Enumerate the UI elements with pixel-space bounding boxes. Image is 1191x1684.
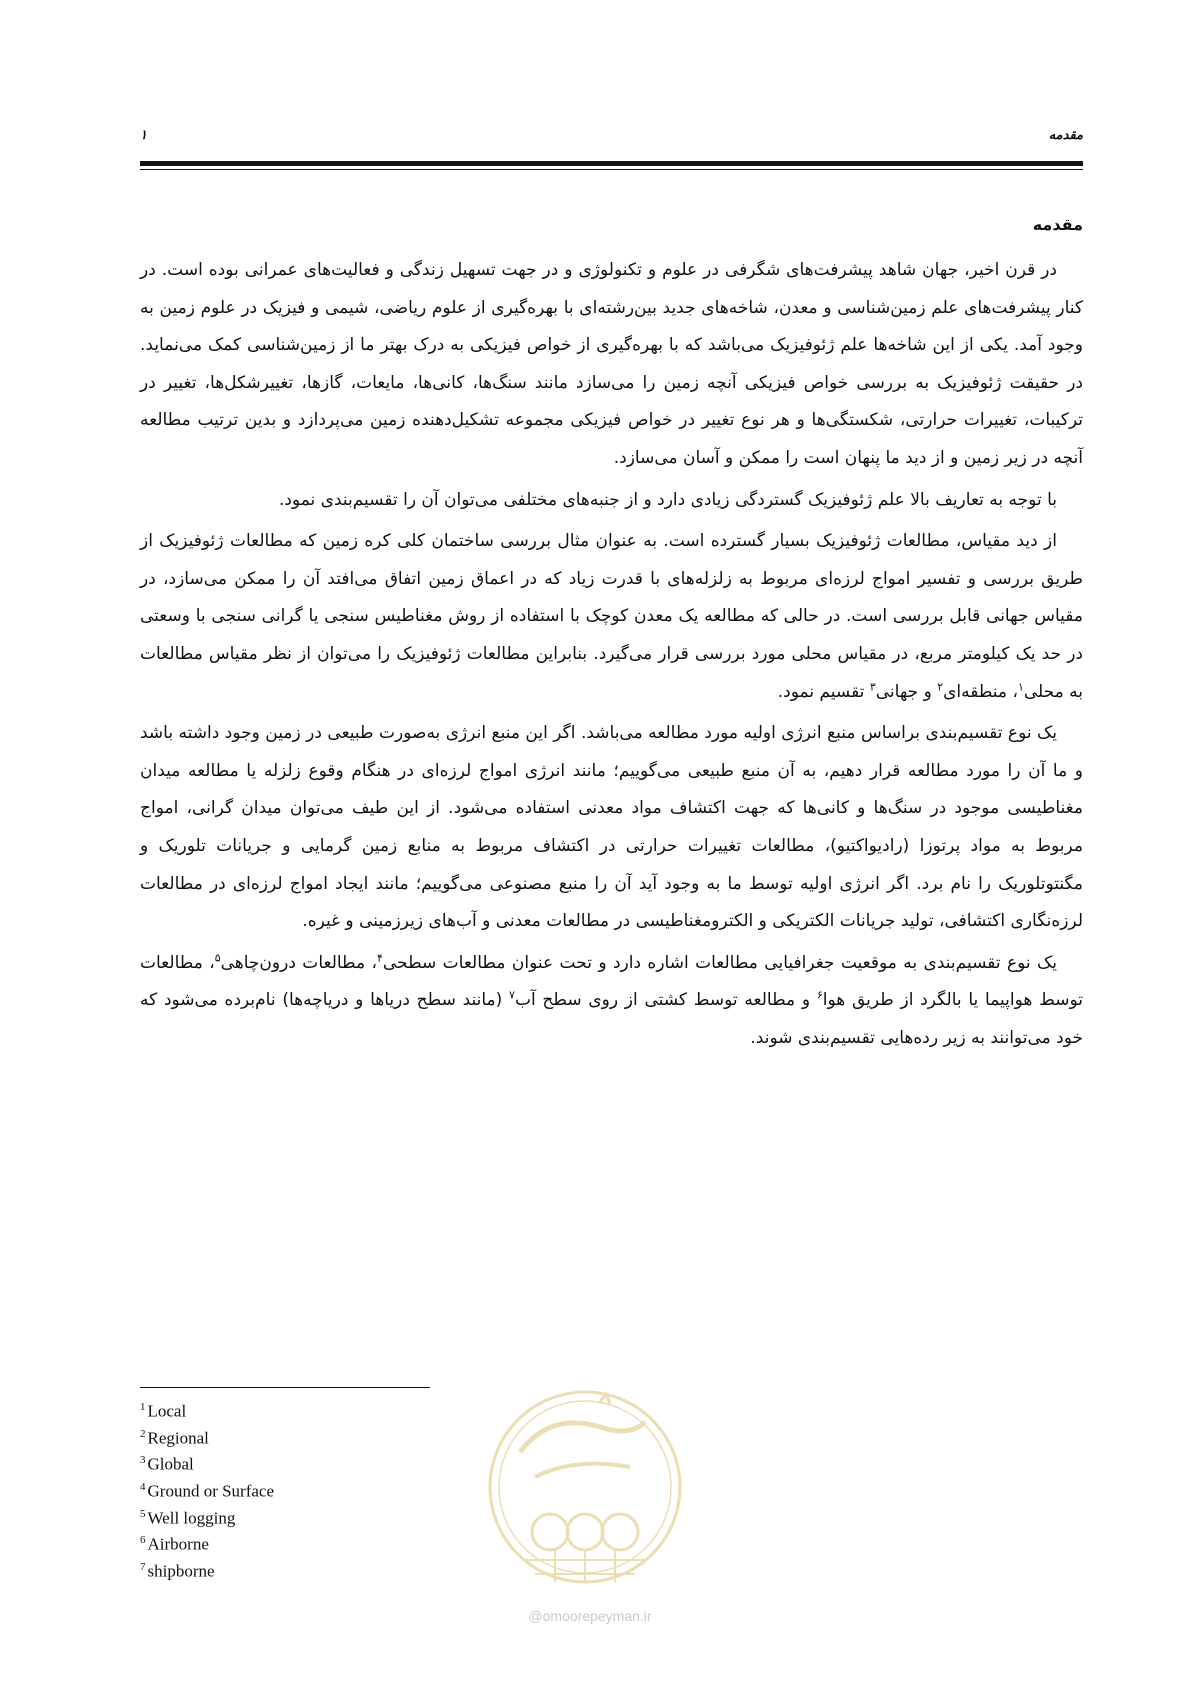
paragraph-5-text-d: و مطالعه توسط کشتی از روی سطح آب xyxy=(514,990,817,1011)
page-number: ۱ xyxy=(140,128,147,143)
paragraph-5-text-c: ، مطالعات توسط هواپیما یا بالگرد از طریق هوا xyxy=(140,952,1083,1011)
footnote-number: 3 xyxy=(140,1454,146,1467)
footnote-number: 6 xyxy=(140,1534,146,1547)
footnote-ref-3: ۳ xyxy=(869,679,876,693)
watermark-url: @omoorepeyman.ir xyxy=(528,1608,652,1624)
main-content xyxy=(140,210,1083,1061)
header-rule-thin xyxy=(140,169,1083,170)
watermark-logo xyxy=(480,1382,690,1612)
footnote-ref-2: ۲ xyxy=(937,679,944,693)
footnote-separator xyxy=(140,1387,430,1388)
footnote-text: Ground or Surface xyxy=(147,1481,275,1501)
footnote-number: 7 xyxy=(140,1560,146,1573)
paragraph-5-text-a: یک نوع تقسیم‌بندی به موقعیت جغرافیایی مطالعات اشاره دارد و تحت عنوان مطالعات سطحی xyxy=(382,952,1057,973)
footnote-text: Well logging xyxy=(147,1508,236,1528)
paragraph-5 xyxy=(140,945,1083,1058)
footnote-number: 5 xyxy=(140,1507,146,1520)
paragraph-3-text-c: و جهانی xyxy=(875,681,938,702)
footnote-text: Regional xyxy=(147,1428,209,1448)
paragraph-3-text-a: از دید مقیاس، مطالعات ژئوفیزیک بسیار گسترده است. به عنوان مثال بررسی ساختمان کلی کره زمین که مطالعات ژئوفیزیک از طریق بررسی و تفسیر امواج لرزه‌ای مربوط به زلزله‌های با قدرت زیاد که در اعماق زمین اتفاق می‌افتد آن را ممکن می‌سازد، در مقیاس جهانی قابل بررسی است. در حالی که مطالعه یک معدن کوچک با استفاده از روش مغناطیس سنجی یا گرانی سنجی با وسعتی در حد یک کیلومتر مربع، در مقیاس محلی مورد بررسی قرار می‌گیرد. بنابراین مطالعات ژئوفیزیک را می‌توان از نظر مقیاس مطالعات به محلی xyxy=(140,531,1083,702)
running-header-title: مقدمه xyxy=(1048,128,1083,143)
header-rule-thick xyxy=(140,161,1083,166)
paragraph-5-text-e: (مانند سطح دریاها و دریاچه‌ها) نام‌برده می‌شود که خود می‌توانند به زیر رده‌هایی تقسیم‌بندی شوند. xyxy=(140,990,1083,1048)
paragraph-3 xyxy=(140,523,1083,711)
paragraph-3-text-d: تقسیم نمود. xyxy=(777,681,870,702)
paragraph-3-text-b: ، منطقه‌ای xyxy=(943,681,1018,702)
footnote-number: 4 xyxy=(140,1480,146,1493)
paragraph-2: با توجه به تعاریف بالا علم ژئوفیزیک گستردگی زیادی دارد و از جنبه‌های مختلفی می‌توان آن را تقسیم‌بندی نمود. xyxy=(278,489,1057,510)
section-heading: مقدمه xyxy=(1032,215,1083,234)
footnote-text: shipborne xyxy=(147,1561,215,1581)
footnote-text: Local xyxy=(147,1401,187,1421)
paragraph-4: یک نوع تقسیم‌بندی براساس منبع انرژی اولیه مورد مطالعه می‌باشد. اگر این منبع انرژی به‌صورت طبیعی در زمین وجود داشته باشد و ما آن را مورد مطالعه قرار دهیم، به آن منبع طبیعی می‌گوییم؛ مانند انرژی امواج لرزه‌ای در هنگام وقوع زلزله یا مطالعه میدان مغناطیسی موجود در سنگ‌ها و کانی‌ها که جهت اکتشاف مواد معدنی استفاده می‌شود. از این طیف می‌توان میدان گرانی، امواج مربوط به مواد پرتوزا (رادیواکتیو)، مطالعات تغییرات حرارتی در اکتشاف مربوط به منابع زمین گرمایی و جریانات تلوریک و مگنتوتلوریک را نام برد. اگر انرژی اولیه توسط ما به وجود آید آن را منبع مصنوعی می‌گوییم؛ مانند ایجاد امواج لرزه‌ای در مطالعات لرزه‌نگاری اکتشافی، تولید جریانات الکتریکی و الکترومغناطیسی در مطالعات معدنی و آب‌های زیرزمینی و غیره. xyxy=(140,723,1083,932)
footnote-ref-6: ۶ xyxy=(816,988,823,1002)
footnote-text: Airborne xyxy=(147,1534,209,1554)
footnote-ref-7: ۷ xyxy=(509,988,515,1002)
footnote-text: Global xyxy=(147,1454,194,1474)
footnote-ref-5: ۵ xyxy=(214,951,221,965)
watermark-emblem-icon xyxy=(480,1382,690,1612)
footnote-number: 1 xyxy=(140,1401,146,1413)
paragraph-1: در قرن اخیر، جهان شاهد پیشرفت‌های شگرفی در علوم و تکنولوژی و در جهت تسهیل زندگی و فعالیت‌های عمرانی بوده است. در کنار پیشرفت‌های علم زمین‌شناسی و معدن، شاخه‌های جدید بین‌رشته‌ای با بهره‌گیری از علوم ریاضی، شیمی و فیزیک در علوم زمین به وجود آمد. یکی از این شاخه‌ها علم ژئوفیزیک می‌باشد که با بهره‌گیری از خواص فیزیکی به درک بهتر ما از زمین‌شناسی کمک می‌نماید. در حقیقت ژئوفیزیک به بررسی خواص فیزیکی آنچه زمین را می‌سازد مانند سنگ‌ها، کانی‌ها، مایعات، گازها، تغییرشکل‌ها، تغییر در ترکیبات، تغییرات حرارتی، شکستگی‌ها و هر نوع تغییر در خواص فیزیکی مجموعه تشکیل‌دهنده زمین می‌پردازد و بدین ترتیب مطالعه آنچه در زیر زمین و از دید ما پنهان است را ممکن و آسان می‌سازد. xyxy=(140,260,1083,468)
footnote-number: 2 xyxy=(140,1427,146,1440)
running-header xyxy=(140,128,1083,148)
paragraph-5-text-b: ، مطالعات درون‌چاهی xyxy=(220,952,377,973)
footnote-ref-1: ۱ xyxy=(1017,679,1024,693)
footnote-ref-4: ۴ xyxy=(377,951,383,965)
